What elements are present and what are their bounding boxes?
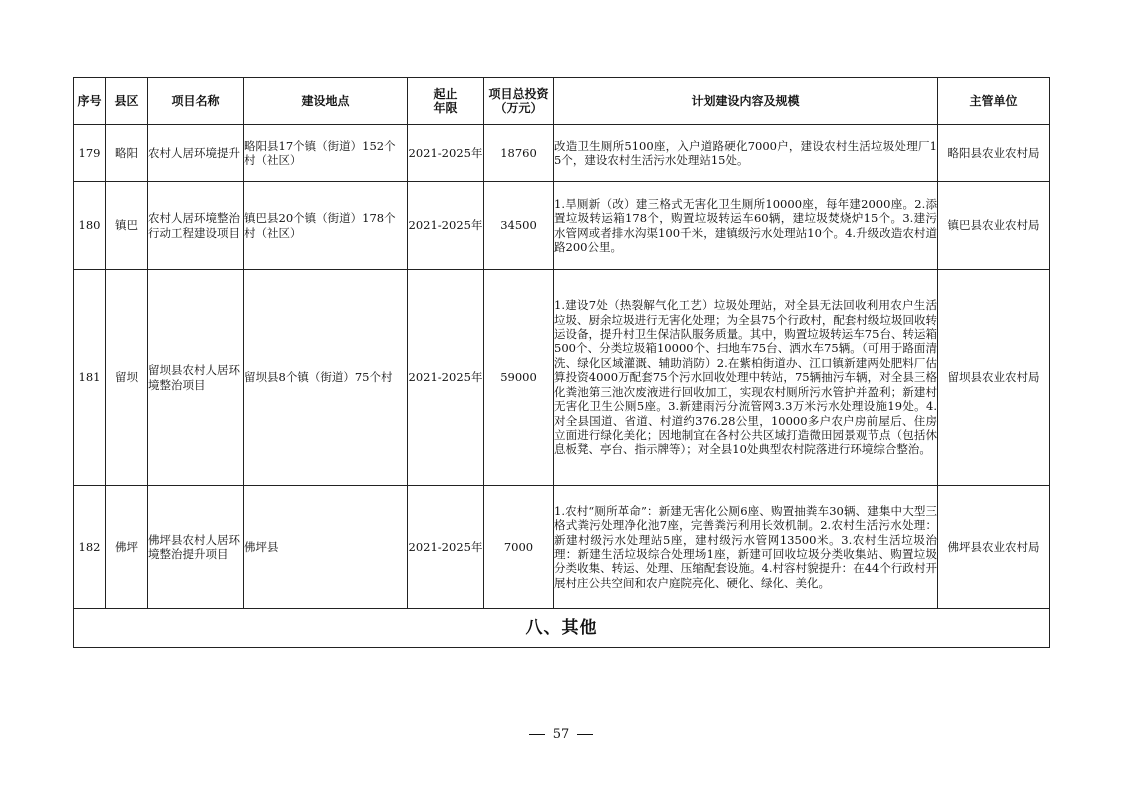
header-location: 建设地点 [244,78,408,125]
table-row [74,486,1050,609]
cell-authority: 略阳县农业农村局 [938,125,1050,182]
cell-period: 2021-2025年 [408,182,484,270]
cell-location: 略阳县17个镇（街道）152个村（社区） [244,125,408,182]
cell-county: 镇巴 [106,182,148,270]
header-no: 序号 [74,78,106,125]
cell-period: 2021-2025年 [408,125,484,182]
section-row [74,609,1050,648]
page-dash-left [529,734,545,735]
cell-county: 佛坪 [106,486,148,609]
cell-period: 2021-2025年 [408,270,484,486]
cell-no: 179 [74,125,106,182]
cell-location: 留坝县8个镇（街道）75个村 [244,270,408,486]
header-authority: 主管单位 [938,78,1050,125]
cell-project-name: 留坝县农村人居环境整治项目 [148,270,244,486]
cell-no: 181 [74,270,106,486]
project-table [73,77,1050,648]
table-row [74,270,1050,486]
header-project-name: 项目名称 [148,78,244,125]
cell-investment: 18760 [484,125,554,182]
cell-project-name: 农村人居环境提升 [148,125,244,182]
table-row [74,125,1050,182]
cell-project-name: 佛坪县农村人居环境整治提升项目 [148,486,244,609]
cell-content: 1.建设7处（热裂解气化工艺）垃圾处理站，对全县无法回收利用农户生活垃圾、厨余垃圾进行无害化处理；为全县75个行政村，配套村级垃圾回收转运设备，提升村卫生保洁队服务质量。其中，购置垃圾转运车75台、转运箱500个、分类垃圾箱10000个、扫地车75台、洒水车75辆。（可用于路面清洗、绿化区域灌溉、辅助消防）2.在紫柏街道办、江口镇新建两处肥料厂估算投资4000万配套75个污水回收处理中转站，75辆抽污车辆，对全县三格化粪池第三池次废液进行回收加工，实现农村厕所污水管护并盈利；新建村无害化卫生公厕5座。3.新建雨污分流管网3.3万米污水处理设施19处。4.对全县国道、省道、村道约376.28公里，10000多户农户房前屋后、住房立面进行绿化美化；因地制宜在各村公共区域打造微田园景观节点（包括休息板凳、亭台、指示牌等）；对全县10处典型农村院落进行环境综合整治。 [554,270,938,486]
cell-county: 略阳 [106,125,148,182]
header-investment: 项目总投资 （万元） [484,78,554,125]
page-number: 57 [552,727,570,742]
header-county: 县区 [106,78,148,125]
header-content: 计划建设内容及规模 [554,78,938,125]
cell-authority: 留坝县农业农村局 [938,270,1050,486]
cell-investment: 7000 [484,486,554,609]
table-header-row [74,78,1050,125]
cell-project-name: 农村人居环境整治行动工程建设项目 [148,182,244,270]
cell-county: 留坝 [106,270,148,486]
cell-investment: 59000 [484,270,554,486]
page-dash-right [577,734,593,735]
cell-period: 2021-2025年 [408,486,484,609]
cell-content: 改造卫生厕所5100座，入户道路硬化7000户，建设农村生活垃圾处理厂15个，建设农村生活污水处理站15处。 [554,125,938,182]
section-title: 八、其他 [74,609,1050,648]
cell-investment: 34500 [484,182,554,270]
cell-location: 佛坪县 [244,486,408,609]
cell-location: 镇巴县20个镇（街道）178个村（社区） [244,182,408,270]
cell-authority: 镇巴县农业农村局 [938,182,1050,270]
cell-content: 1.旱厕新（改）建三格式无害化卫生厕所10000座，每年建2000座。2.添置垃圾转运箱178个，购置垃圾转运车60辆，建垃圾焚烧炉15个。3.建污水管网或者排水沟渠100千米，建镇级污水处理站10个。4.升级改造农村道路200公里。 [554,182,938,270]
cell-content: 1.农村“厕所革命”：新建无害化公厕6座、购置抽粪车30辆、建集中大型三格式粪污处理净化池7座，完善粪污利用长效机制。2.农村生活污水处理：新建村级污水处理站5座，建村级污水管网13500米。3.农村生活垃圾治理：新建生活垃圾综合处理场1座，新建可回收垃圾分类收集站、购置垃圾分类收集、转运、处理、压缩配套设施。4.村容村貌提升：在44个行政村开展村庄公共空间和农户庭院亮化、硬化、绿化、美化。 [554,486,938,609]
header-period: 起止 年限 [408,78,484,125]
cell-no: 182 [74,486,106,609]
page-footer [0,727,1122,742]
cell-authority: 佛坪县农业农村局 [938,486,1050,609]
cell-no: 180 [74,182,106,270]
table-row [74,182,1050,270]
